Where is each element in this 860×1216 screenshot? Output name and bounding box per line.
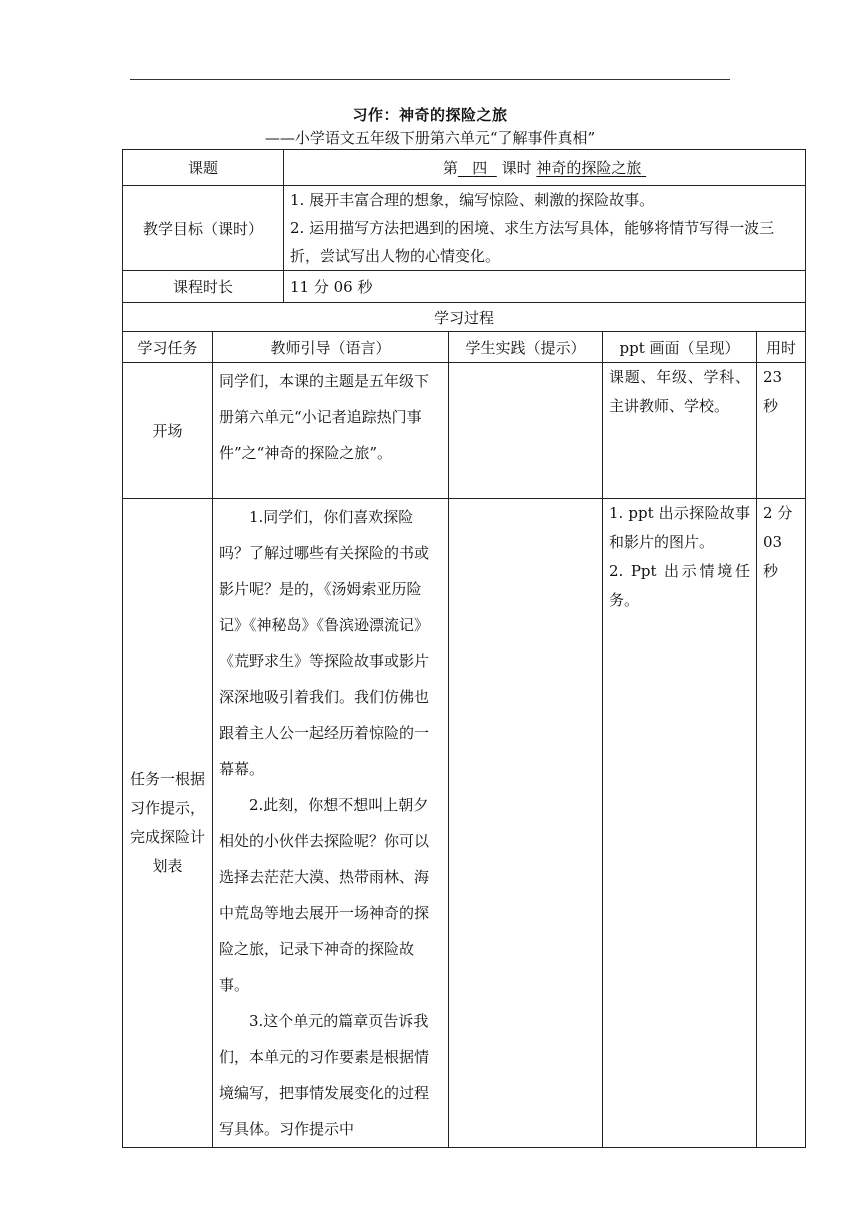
teacher-paragraph: 1.同学们，你们喜欢探险吗？了解过哪些有关探险的书或影片呢？是的，《汤姆索亚历险记》《神秘岛》《鲁滨逊漂流记》《荒野求生》等探险故事或影片深深地吸引着我们。我们仿佛也跟着主人公一起经历着惊险的一幕幕。 (219, 508, 430, 778)
topic-number: 四 (472, 159, 488, 177)
teacher-cell: 同学们，本课的主题是五年级下册第六单元“小记者追踪热门事件”之“神奇的探险之旅”。 (213, 363, 449, 499)
topic-row (123, 150, 806, 186)
duration-value: 11 分 06 秒 (284, 271, 806, 303)
duration-label: 课程时长 (123, 271, 284, 303)
process-header-row (123, 332, 806, 363)
header-student: 学生实践（提示） (449, 332, 603, 363)
table-row (123, 499, 806, 1148)
goal-item: 1. 展开丰富合理的想象，编写惊险、刺激的探险故事。 (290, 191, 655, 209)
goals-row (123, 186, 806, 271)
document-subtitle: ——小学语文五年级下册第六单元“了解事件真相” (264, 129, 596, 147)
ppt-cell (603, 499, 757, 1148)
header-ppt: ppt 画面（呈现） (603, 332, 757, 363)
topic-prefix: 第 (442, 159, 458, 177)
time-cell: 23 秒 (757, 363, 806, 499)
task-cell: 开场 (123, 363, 213, 499)
process-title-row (123, 303, 806, 332)
topic-lesson-word: 课时 (501, 159, 532, 177)
document-title: 习作：神奇的探险之旅 (352, 106, 508, 124)
teacher-cell (213, 499, 449, 1148)
ppt-cell: 课题、年级、学科、主讲教师、学校。 (603, 363, 757, 499)
student-cell (449, 499, 603, 1148)
header-time: 用时 (757, 332, 806, 363)
header-teacher: 教师引导（语言） (213, 332, 449, 363)
ppt-item: 1. ppt 出示探险故事和影片的图片。 (609, 504, 751, 551)
goals-cell (284, 186, 806, 271)
teacher-paragraph: 3.这个单元的篇章页告诉我们，本单元的习作要素是根据情境编写，把事情发展变化的过程写具体。习作提示中 (219, 1012, 430, 1138)
time-cell: 2 分 03 秒 (757, 499, 806, 1148)
header-rule (130, 79, 730, 80)
goal-item: 2. 运用描写方法把遇到的困境、求生方法写具体，能够将情节写得一波三折，尝试写出人物的心情变化。 (290, 219, 775, 265)
ppt-item: 2. Ppt 出示情境任务。 (609, 562, 751, 609)
lesson-plan-table (122, 149, 806, 1148)
topic-value (284, 150, 806, 186)
topic-label: 课题 (123, 150, 284, 186)
process-section-title: 学习过程 (123, 303, 806, 332)
teacher-paragraph: 2.此刻，你想不想叫上朝夕相处的小伙伴去探险呢？你可以选择去茫茫大漠、热带雨林、海中荒岛等地去展开一场神奇的探险之旅，记录下神奇的探险故事。 (219, 796, 430, 994)
topic-number-underline (458, 159, 497, 177)
goals-label: 教学目标（课时） (123, 186, 284, 271)
topic-name: 神奇的探险之旅 (536, 159, 642, 177)
task-cell: 任务一根据习作提示，完成探险计划表 (123, 499, 213, 1148)
student-cell (449, 363, 603, 499)
duration-row (123, 271, 806, 303)
table-row (123, 363, 806, 499)
header-task: 学习任务 (123, 332, 213, 363)
